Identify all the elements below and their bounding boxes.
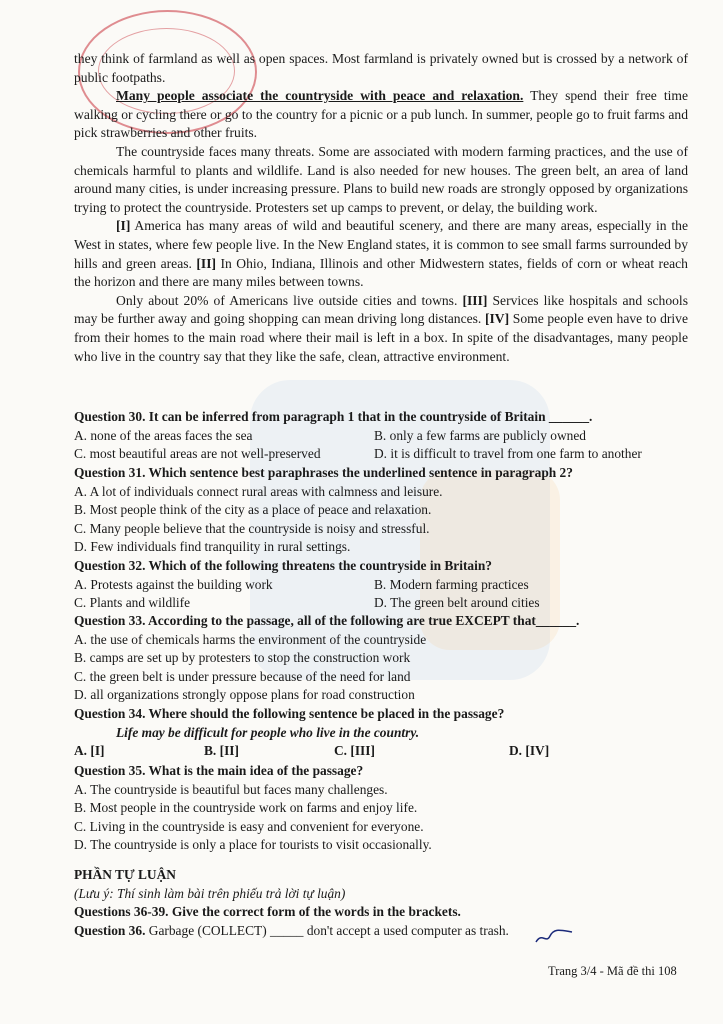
- question-33-option-c[interactable]: C. the green belt is under pressure because of the need for land: [74, 668, 411, 684]
- question-30-option-d[interactable]: D. it is difficult to travel from one farm to another: [374, 446, 642, 461]
- question-34-option-c[interactable]: C. [III]: [334, 743, 375, 758]
- question-35-option-d[interactable]: D. The countryside is only a place for tourists to visit occasionally.: [74, 837, 432, 852]
- paragraph-5: [74, 292, 688, 366]
- page-footer: Trang 3/4 - Mã đề thi 108: [548, 964, 677, 978]
- paragraph-1-continued: they think of farmland as well as open spaces. Most farmland is privately owned but is crossed by a network of public footpaths.: [74, 51, 688, 85]
- essay-note: (Lưu ý: Thí sinh làm bài trên phiếu trả lời tự luận): [74, 885, 346, 901]
- marker-III: [III]: [462, 292, 488, 308]
- question-34-option-d[interactable]: D. [IV]: [509, 743, 550, 758]
- question-32-option-a[interactable]: A. Protests against the building work: [74, 576, 273, 592]
- question-33: [74, 612, 688, 705]
- paragraph-3: The countryside faces many threats. Some are associated with modern farming practices, and the use of chemicals harmful to plants and wildlife. Land is also needed for new houses. The green belt, an area of land around many cities, is under increasing pressure. Plans to build new roads are strongly opposed by organizations trying to protect the countryside. Protesters set up camps to prevent, or delay, the building work.: [74, 143, 688, 215]
- paragraph-4-part-b: In Ohio, Indiana, Illinois and other Midwestern states, fields of corn or wheat reach the horizon and there are many miles between towns.: [74, 255, 688, 290]
- marker-II: [II]: [196, 255, 217, 271]
- essay-instruction: Questions 36-39. Give the correct form of the words in the brackets.: [74, 904, 461, 919]
- question-34: [74, 705, 688, 761]
- paragraph-2-rest: They spend their free time walking or cycling there or go to the country for a picnic or a pub lunch. In summer, people go to fruit farms and pick strawberries and other fruits.: [74, 88, 688, 141]
- question-32-option-c[interactable]: C. Plants and wildlife: [74, 595, 191, 610]
- question-35: [74, 762, 688, 855]
- question-34-option-a[interactable]: A. [I]: [74, 743, 105, 758]
- question-31-option-d[interactable]: D. Few individuals find tranquility in rural settings.: [74, 539, 351, 554]
- paragraph-4: [74, 217, 688, 291]
- question-35-option-b[interactable]: B. Most people in the countryside work on farms and enjoy life.: [74, 800, 418, 815]
- question-35-option-a[interactable]: A. The countryside is beautiful but faces many challenges.: [74, 781, 388, 797]
- question-34-sentence: Life may be difficult for people who live in the country.: [116, 724, 420, 740]
- question-32-stem: Question 32. Which of the following threatens the countryside in Britain?: [74, 558, 492, 573]
- question-33-option-a[interactable]: A. the use of chemicals harms the environment of the countryside: [74, 631, 427, 647]
- essay-heading: PHẦN TỰ LUẬN: [74, 867, 176, 882]
- question-34-stem: Question 34. Where should the following sentence be placed in the passage?: [74, 706, 505, 721]
- question-30-option-a[interactable]: A. none of the areas faces the sea: [74, 427, 253, 443]
- underlined-sentence: Many people associate the countryside with peace and relaxation.: [116, 88, 524, 104]
- question-33-option-b[interactable]: B. camps are set up by protesters to stop the construction work: [74, 650, 411, 665]
- question-35-option-c[interactable]: C. Living in the countryside is easy and convenient for everyone.: [74, 818, 424, 834]
- paragraph-2: [74, 87, 688, 143]
- question-31: [74, 464, 688, 557]
- question-35-stem: Question 35. What is the main idea of the passage?: [74, 763, 364, 778]
- question-30-option-b[interactable]: B. only a few farms are publicly owned: [374, 427, 586, 443]
- question-32: [74, 557, 688, 613]
- question-31-option-b[interactable]: B. Most people think of the city as a place of peace and relaxation.: [74, 502, 432, 517]
- question-34-option-b[interactable]: B. [II]: [204, 743, 239, 758]
- question-33-stem: Question 33. According to the passage, all of the following are true EXCEPT that______.: [74, 613, 580, 628]
- question-30-option-c[interactable]: C. most beautiful areas are not well-preserved: [74, 446, 321, 461]
- question-30-stem: Question 30. It can be inferred from paragraph 1 that in the countryside of Britain ______.: [74, 409, 593, 424]
- marker-I: [I]: [116, 218, 131, 234]
- question-33-option-d[interactable]: D. all organizations strongly oppose plans for road construction: [74, 687, 415, 702]
- paragraph-5-part-a: Only about 20% of Americans live outside cities and towns.: [116, 292, 463, 308]
- question-30: [74, 408, 688, 464]
- question-36-label: Question 36.: [74, 922, 146, 938]
- reading-passage: [74, 50, 688, 366]
- question-31-option-a[interactable]: A. A lot of individuals connect rural areas with calmness and leisure.: [74, 483, 443, 499]
- essay-section: [74, 866, 688, 940]
- paragraph-5-part-c: Some people even have to drive from their homes to the main road where their mail is left in a box. In spite of the disadvantages, many people who live in the country say that they like the safe, clean, attractive environment.: [74, 311, 688, 364]
- question-36: [74, 922, 688, 941]
- question-36-text: Garbage (COLLECT) _____ don't accept a used computer as trash.: [145, 922, 509, 938]
- paragraph-5-part-b: Services like hospitals and schools may be further away and going shopping can mean driving long distances.: [74, 292, 688, 327]
- question-32-option-d[interactable]: D. The green belt around cities: [374, 595, 540, 610]
- question-32-option-b[interactable]: B. Modern farming practices: [374, 576, 529, 592]
- question-31-stem: Question 31. Which sentence best paraphrases the underlined sentence in paragraph 2?: [74, 465, 573, 480]
- signature-mark: [534, 928, 574, 946]
- paragraph-4-part-a: America has many areas of wild and beautiful scenery, and there are many areas, especially in the West in states, where few people live. In the New England states, it is common to see small farms surrounded by hills and green areas.: [74, 218, 688, 271]
- question-31-option-c[interactable]: C. Many people believe that the countryside is noisy and stressful.: [74, 520, 430, 536]
- marker-IV: [IV]: [484, 311, 510, 327]
